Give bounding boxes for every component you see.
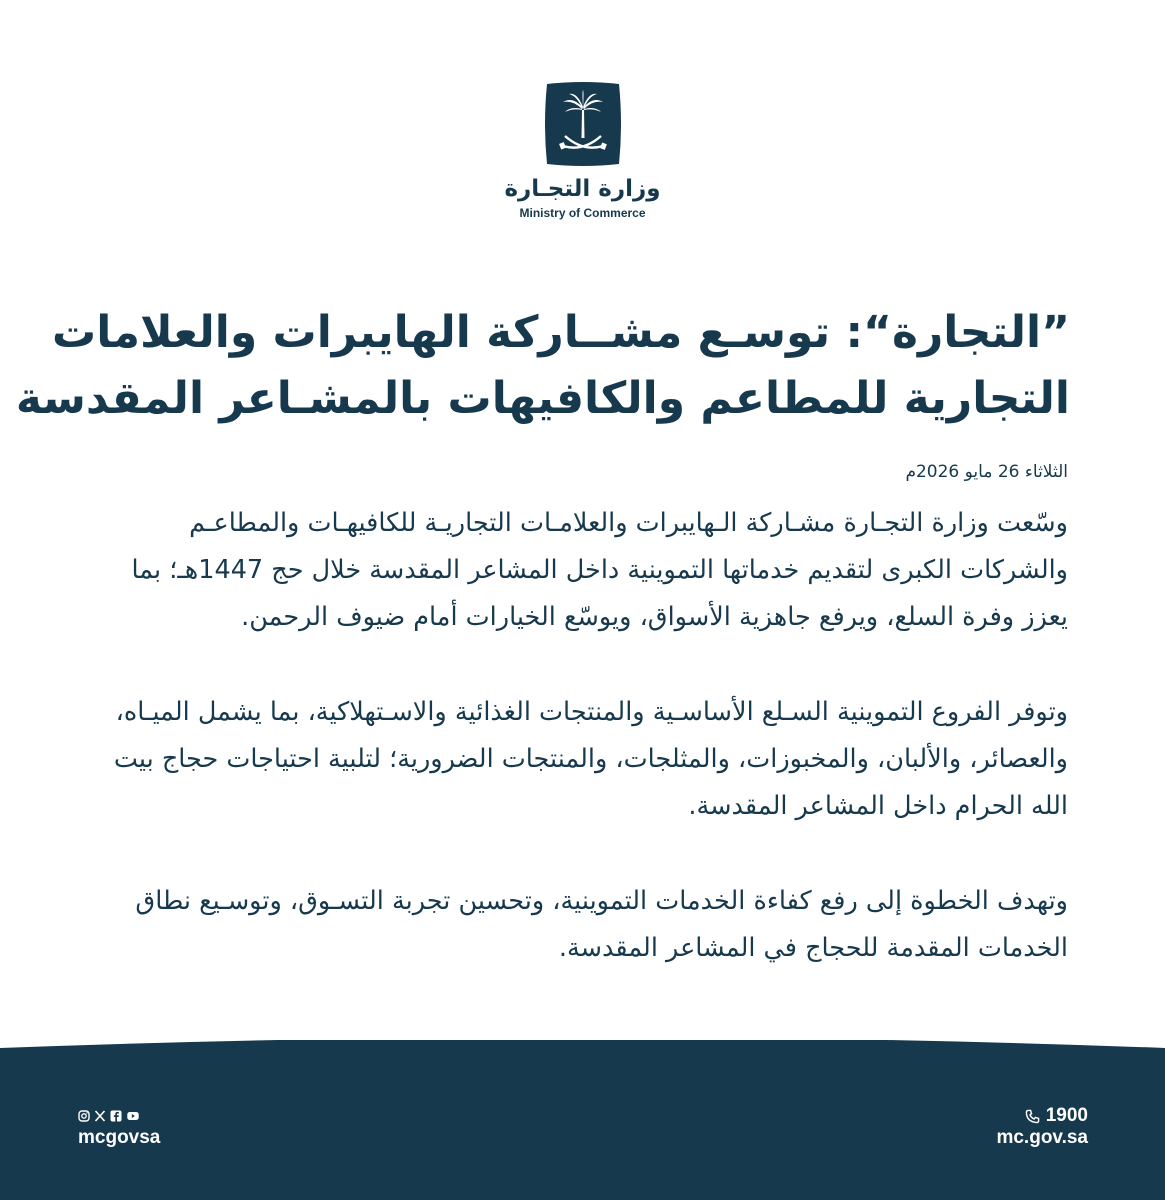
facebook-icon[interactable] (110, 1110, 122, 1122)
paragraph-3: وتهدف الخطوة إلى رفع كفاءة الخدمات التموينية، وتحسين تجربة التسـوق، وتوسـيع نطاق الخدمات المقدمة للحجاج في المشاعر المقدسة. (135, 886, 1068, 963)
logo-name-arabic: وزارة التجـارة (504, 176, 661, 202)
logo-name-english: Ministry of Commerce (519, 206, 646, 220)
phone-contact[interactable] (1025, 1105, 1088, 1127)
social-icons (78, 1108, 140, 1124)
youtube-icon[interactable] (126, 1110, 140, 1122)
ministry-logo (0, 80, 1165, 168)
website-link[interactable]: mc.gov.sa (996, 1127, 1088, 1148)
article-body (96, 500, 1068, 972)
footer-band (0, 1040, 1165, 1200)
phone-icon (1025, 1109, 1040, 1124)
paragraph-2: وتوفر الفروع التموينية السـلع الأساسـية والمنتجات الغذائية والاسـتهلاكية، بما يشمل الميـاه، والعصائر، والألبان، والمخبوزات، والمثلجات، والمنتجات الضرورية؛ لتلبية احتياجات حجاج بيت الله الحرام داخل المشاعر المقدسة. (113, 697, 1068, 821)
instagram-icon[interactable] (78, 1110, 90, 1122)
x-icon[interactable] (94, 1110, 106, 1122)
paragraph-1: وسّعت وزارة التجـارة مشـاركة الـهايبرات والعلامـات التجاريـة للكافيهـات والمطاعـم والشركات الكبرى لتقديم خدماتها التموينية داخل المشاعر المقدسة خلال حج 1447هـ؛ بما يعزز وفرة السلع، ويرفع جاهزية الأسواق، ويوسّع الخيارات أمام ضيوف الرحمن. (131, 508, 1068, 632)
headline-line-1: ”التجارة“: توسـع مشــاركة الهايبرات والعلامات (52, 307, 1070, 358)
phone-number: 1900 (1045, 1105, 1088, 1126)
publish-date: الثلاثاء 26 مايو 2026م (905, 462, 1068, 482)
social-handle[interactable]: mcgovsa (78, 1127, 161, 1148)
headline (15, 300, 1070, 432)
headline-line-2: التجارية للمطاعم والكافيهات بالمشـاعر المقدسة (15, 373, 1070, 424)
saudi-emblem-icon (543, 80, 623, 168)
